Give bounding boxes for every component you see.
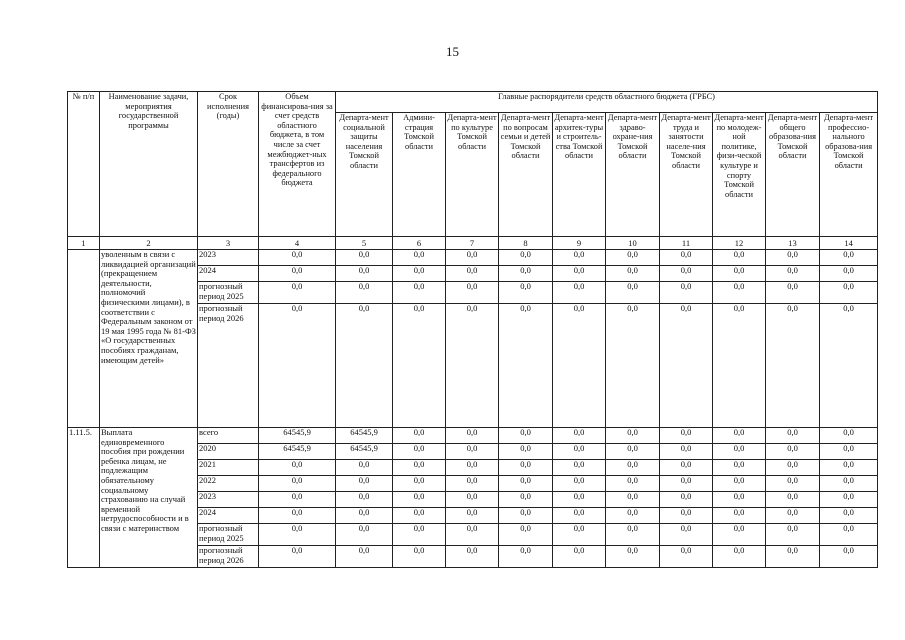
value-cell: 0,0 bbox=[660, 266, 713, 282]
value-cell: 0,0 bbox=[660, 304, 713, 428]
header-term: Срок исполнения (годы) bbox=[198, 92, 259, 237]
column-number: 6 bbox=[393, 237, 446, 250]
value-cell: 0,0 bbox=[606, 476, 660, 492]
term-cell: 2022 bbox=[198, 476, 259, 492]
value-cell: 0,0 bbox=[499, 428, 553, 444]
row-number: 1.11.5. bbox=[68, 428, 100, 568]
value-cell: 0,0 bbox=[766, 460, 820, 476]
value-cell: 0,0 bbox=[499, 266, 553, 282]
value-cell: 0,0 bbox=[553, 460, 606, 476]
value-cell: 0,0 bbox=[259, 492, 336, 508]
page-number: 15 bbox=[446, 44, 459, 59]
value-cell: 0,0 bbox=[713, 428, 766, 444]
table-row bbox=[68, 428, 878, 444]
value-cell: 0,0 bbox=[713, 282, 766, 304]
term-cell: прогнозный период 2025 bbox=[198, 524, 259, 546]
value-cell: 0,0 bbox=[766, 546, 820, 568]
value-cell: 0,0 bbox=[499, 282, 553, 304]
column-number: 3 bbox=[198, 237, 259, 250]
value-cell: 0,0 bbox=[766, 508, 820, 524]
value-cell: 0,0 bbox=[820, 492, 878, 508]
value-cell: 0,0 bbox=[553, 508, 606, 524]
value-cell: 0,0 bbox=[713, 524, 766, 546]
value-cell: 0,0 bbox=[713, 250, 766, 266]
value-cell: 0,0 bbox=[336, 476, 393, 492]
value-cell: 0,0 bbox=[766, 524, 820, 546]
value-cell: 64545,9 bbox=[259, 428, 336, 444]
value-cell: 0,0 bbox=[606, 250, 660, 266]
value-cell: 0,0 bbox=[259, 508, 336, 524]
term-cell: 2024 bbox=[198, 508, 259, 524]
value-cell: 0,0 bbox=[259, 460, 336, 476]
value-cell: 0,0 bbox=[606, 492, 660, 508]
value-cell: 0,0 bbox=[393, 304, 446, 428]
value-cell: 0,0 bbox=[499, 444, 553, 460]
value-cell: 0,0 bbox=[393, 444, 446, 460]
value-cell: 0,0 bbox=[713, 266, 766, 282]
value-cell: 0,0 bbox=[336, 282, 393, 304]
header-department: Департа-мент труда и занятости населе-ния Томской области bbox=[660, 113, 713, 237]
header-volume: Объем финансирова-ния за счет средств областного бюджета, в том числе за счет межбюджет-ных трансфертов из федерального бюджета bbox=[259, 92, 336, 237]
column-number: 1 bbox=[68, 237, 100, 250]
value-cell: 0,0 bbox=[766, 266, 820, 282]
value-cell: 0,0 bbox=[446, 508, 499, 524]
term-cell: 2024 bbox=[198, 266, 259, 282]
value-cell: 0,0 bbox=[606, 428, 660, 444]
value-cell: 0,0 bbox=[713, 476, 766, 492]
column-number: 8 bbox=[499, 237, 553, 250]
value-cell: 0,0 bbox=[336, 508, 393, 524]
value-cell: 0,0 bbox=[820, 524, 878, 546]
value-cell: 0,0 bbox=[820, 250, 878, 266]
column-number: 13 bbox=[766, 237, 820, 250]
header-department: Департа-мент по вопросам семьи и детей Томской области bbox=[499, 113, 553, 237]
header-department: Департа-мент общего образова-ния Томской области bbox=[766, 113, 820, 237]
column-number: 11 bbox=[660, 237, 713, 250]
row-number bbox=[68, 250, 100, 428]
column-number: 9 bbox=[553, 237, 606, 250]
value-cell: 0,0 bbox=[336, 250, 393, 266]
value-cell: 0,0 bbox=[820, 546, 878, 568]
value-cell: 0,0 bbox=[499, 250, 553, 266]
value-cell: 0,0 bbox=[606, 282, 660, 304]
table-row bbox=[68, 250, 878, 266]
value-cell: 0,0 bbox=[499, 546, 553, 568]
term-cell: 2023 bbox=[198, 492, 259, 508]
header-department: Департа-мент профессио-нального образова-ния Томской области bbox=[820, 113, 878, 237]
value-cell: 0,0 bbox=[336, 460, 393, 476]
value-cell: 0,0 bbox=[766, 282, 820, 304]
value-cell: 0,0 bbox=[606, 546, 660, 568]
value-cell: 0,0 bbox=[713, 492, 766, 508]
value-cell: 0,0 bbox=[820, 476, 878, 492]
value-cell: 0,0 bbox=[660, 508, 713, 524]
value-cell: 0,0 bbox=[553, 428, 606, 444]
header-department: Департа-мент по культуре Томской области bbox=[446, 113, 499, 237]
value-cell: 0,0 bbox=[553, 266, 606, 282]
value-cell: 0,0 bbox=[393, 428, 446, 444]
value-cell: 0,0 bbox=[446, 428, 499, 444]
value-cell: 0,0 bbox=[820, 460, 878, 476]
value-cell: 0,0 bbox=[499, 508, 553, 524]
value-cell: 0,0 bbox=[766, 304, 820, 428]
value-cell: 0,0 bbox=[766, 250, 820, 266]
value-cell: 0,0 bbox=[766, 492, 820, 508]
term-cell: 2020 bbox=[198, 444, 259, 460]
value-cell: 0,0 bbox=[499, 304, 553, 428]
value-cell: 0,0 bbox=[820, 508, 878, 524]
value-cell: 0,0 bbox=[713, 546, 766, 568]
value-cell: 0,0 bbox=[336, 546, 393, 568]
value-cell: 64545,9 bbox=[336, 428, 393, 444]
header-number: № п/п bbox=[68, 92, 100, 237]
value-cell: 0,0 bbox=[393, 266, 446, 282]
header-grbs: Главные распорядители средств областного бюджета (ГРБС) bbox=[336, 92, 878, 113]
column-number: 4 bbox=[259, 237, 336, 250]
column-number: 12 bbox=[713, 237, 766, 250]
financing-table bbox=[67, 91, 878, 568]
column-number: 2 bbox=[100, 237, 198, 250]
value-cell: 0,0 bbox=[499, 524, 553, 546]
task-name: Выплата единовременного пособия при рождении ребенка лицам, не подлежащим обязательному социальному страхованию на случай временной нетрудоспособности и в связи с материнством bbox=[100, 428, 198, 568]
value-cell: 0,0 bbox=[553, 524, 606, 546]
value-cell: 0,0 bbox=[446, 460, 499, 476]
value-cell: 0,0 bbox=[660, 492, 713, 508]
value-cell: 0,0 bbox=[393, 282, 446, 304]
value-cell: 0,0 bbox=[553, 546, 606, 568]
value-cell: 0,0 bbox=[553, 304, 606, 428]
value-cell: 0,0 bbox=[660, 460, 713, 476]
value-cell: 0,0 bbox=[820, 304, 878, 428]
value-cell: 0,0 bbox=[393, 250, 446, 266]
term-cell: 2023 bbox=[198, 250, 259, 266]
value-cell: 0,0 bbox=[713, 444, 766, 460]
value-cell: 0,0 bbox=[336, 304, 393, 428]
value-cell: 0,0 bbox=[393, 546, 446, 568]
value-cell: 0,0 bbox=[606, 508, 660, 524]
value-cell: 0,0 bbox=[446, 524, 499, 546]
value-cell: 0,0 bbox=[553, 492, 606, 508]
term-cell: прогнозный период 2026 bbox=[198, 546, 259, 568]
column-number: 5 bbox=[336, 237, 393, 250]
header-department: Департа-мент по молодеж-ной политике, физи-ческой культуре и спорту Томской области bbox=[713, 113, 766, 237]
value-cell: 0,0 bbox=[660, 250, 713, 266]
value-cell: 0,0 bbox=[259, 250, 336, 266]
value-cell: 0,0 bbox=[553, 444, 606, 460]
term-cell: прогнозный период 2025 bbox=[198, 282, 259, 304]
header-department: Департа-мент архитек-туры и строитель-ства Томской области bbox=[553, 113, 606, 237]
value-cell: 0,0 bbox=[660, 444, 713, 460]
column-number: 14 bbox=[820, 237, 878, 250]
value-cell: 0,0 bbox=[336, 524, 393, 546]
term-cell: прогнозный период 2026 bbox=[198, 304, 259, 428]
value-cell: 0,0 bbox=[446, 476, 499, 492]
value-cell: 0,0 bbox=[660, 282, 713, 304]
value-cell: 64545,9 bbox=[259, 444, 336, 460]
header-department: Департа-мент социальной защиты населения Томской области bbox=[336, 113, 393, 237]
value-cell: 0,0 bbox=[660, 476, 713, 492]
value-cell: 0,0 bbox=[820, 282, 878, 304]
value-cell: 0,0 bbox=[660, 546, 713, 568]
value-cell: 0,0 bbox=[446, 444, 499, 460]
value-cell: 0,0 bbox=[820, 444, 878, 460]
value-cell: 0,0 bbox=[393, 476, 446, 492]
value-cell: 0,0 bbox=[766, 444, 820, 460]
task-name: уволенным в связи с ликвидацией организаций (прекращением деятельности, полномочий физическими лицами), в соответствии с Федеральным законом от 19 мая 1995 года № 81-ФЗ «О государственных пособиях гражданам, имеющим детей» bbox=[100, 250, 198, 428]
value-cell: 0,0 bbox=[606, 524, 660, 546]
term-cell: всего bbox=[198, 428, 259, 444]
header-department: Департа-мент здраво-охране-ния Томской области bbox=[606, 113, 660, 237]
column-number: 10 bbox=[606, 237, 660, 250]
value-cell: 0,0 bbox=[553, 250, 606, 266]
value-cell: 0,0 bbox=[606, 304, 660, 428]
value-cell: 0,0 bbox=[553, 476, 606, 492]
value-cell: 0,0 bbox=[259, 524, 336, 546]
value-cell: 0,0 bbox=[336, 492, 393, 508]
value-cell: 0,0 bbox=[446, 266, 499, 282]
value-cell: 0,0 bbox=[606, 266, 660, 282]
value-cell: 0,0 bbox=[259, 282, 336, 304]
value-cell: 0,0 bbox=[713, 508, 766, 524]
column-number: 7 bbox=[446, 237, 499, 250]
value-cell: 0,0 bbox=[259, 476, 336, 492]
value-cell: 0,0 bbox=[446, 492, 499, 508]
value-cell: 64545,9 bbox=[336, 444, 393, 460]
value-cell: 0,0 bbox=[606, 460, 660, 476]
value-cell: 0,0 bbox=[660, 524, 713, 546]
value-cell: 0,0 bbox=[606, 444, 660, 460]
value-cell: 0,0 bbox=[446, 546, 499, 568]
header-department: Админи-страция Томской области bbox=[393, 113, 446, 237]
value-cell: 0,0 bbox=[393, 524, 446, 546]
value-cell: 0,0 bbox=[336, 266, 393, 282]
value-cell: 0,0 bbox=[820, 428, 878, 444]
value-cell: 0,0 bbox=[713, 304, 766, 428]
value-cell: 0,0 bbox=[553, 282, 606, 304]
value-cell: 0,0 bbox=[259, 304, 336, 428]
value-cell: 0,0 bbox=[713, 460, 766, 476]
value-cell: 0,0 bbox=[259, 266, 336, 282]
value-cell: 0,0 bbox=[259, 546, 336, 568]
value-cell: 0,0 bbox=[766, 476, 820, 492]
header-task-name: Наименование задачи, мероприятия государственной программы bbox=[100, 92, 198, 237]
value-cell: 0,0 bbox=[660, 428, 713, 444]
value-cell: 0,0 bbox=[499, 492, 553, 508]
value-cell: 0,0 bbox=[393, 508, 446, 524]
value-cell: 0,0 bbox=[393, 460, 446, 476]
value-cell: 0,0 bbox=[499, 476, 553, 492]
value-cell: 0,0 bbox=[393, 492, 446, 508]
value-cell: 0,0 bbox=[820, 266, 878, 282]
value-cell: 0,0 bbox=[446, 304, 499, 428]
term-cell: 2021 bbox=[198, 460, 259, 476]
value-cell: 0,0 bbox=[446, 250, 499, 266]
value-cell: 0,0 bbox=[446, 282, 499, 304]
value-cell: 0,0 bbox=[499, 460, 553, 476]
value-cell: 0,0 bbox=[766, 428, 820, 444]
